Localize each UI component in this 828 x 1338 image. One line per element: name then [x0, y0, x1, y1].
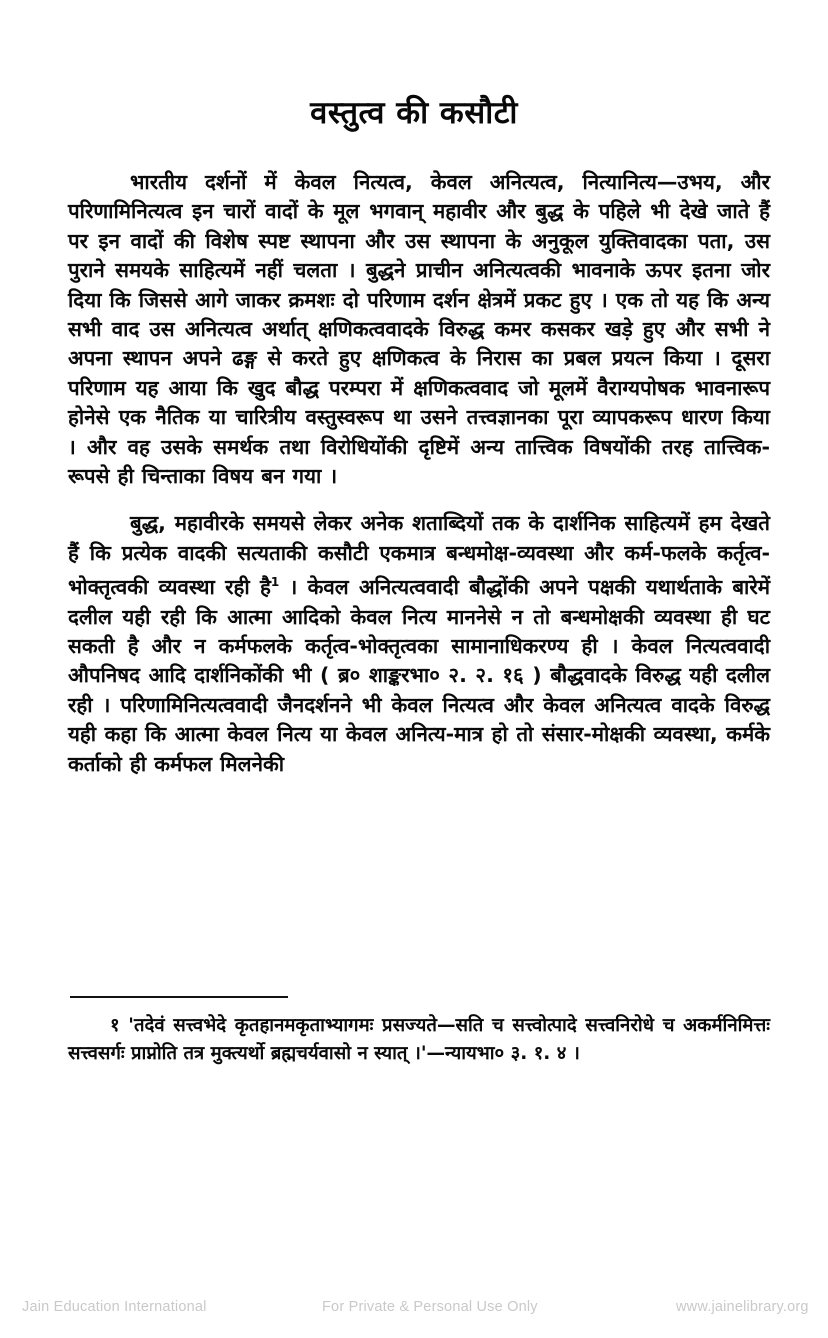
footnote-marker: १: [110, 1015, 120, 1036]
footer-website-link[interactable]: www.jainelibrary.org: [676, 1299, 809, 1315]
footnote-entry-1: [68, 1012, 770, 1068]
page-title: वस्तुत्व की कसौटी: [310, 94, 518, 131]
body-text-block: [68, 168, 770, 779]
footer-publisher-label: Jain Education International: [22, 1299, 207, 1315]
paragraph-2-text-before-footnote: बुद्ध, महावीरके समयसे लेकर अनेक शताब्दियों तक के दार्शनिक साहित्यमें हम देखते हैं कि प्रत्येक वादकी सत्यताकी कसौटी एकमात्र बन्धमोक्ष-व्यवस्था और कर्म-फलके कर्तृत्व-भोक्तृत्वकी व्यवस्था रही है: [68, 511, 770, 600]
paragraph-2-text-after-footnote: । केवल अनित्यत्ववादी बौद्धोंकी अपने पक्षकी यथार्थताके बारेमें दलील यही रही कि आत्मा आदिको केवल नित्य माननेसे न तो बन्धमोक्षकी व्यवस्था ही घट सकती है और न कर्मफलके कर्तृत्व-भोक्तृत्वका सामानाधिकरण्य ही । केवल नित्यत्ववादी औपनिषद आदि दार्शनिकोंकी भी ( ब्र० शाङ्करभा० २. २. १६ ) बौद्धवादके विरुद्ध यही दलील रही । परिणामिनित्यत्ववादी जैनदर्शनने भी केवल नित्यत्व और केवल अनित्यत्व वादके विरुद्ध यही कहा कि आत्मा केवल नित्य या केवल अनित्य-मात्र हो तो संसार-मोक्षकी व्यवस्था, कर्मके कर्ताको ही कर्मफल मिलनेकी: [68, 575, 770, 776]
paragraph-1: भारतीय दर्शनों में केवल नित्यत्व, केवल अनित्यत्व, नित्यानित्य—उभय, और परिणामिनित्यत्व इन चारों वादों के मूल भगवान् महावीर और बुद्ध के पहिले भी देखे जाते हैं पर इन वादों की विशेष स्पष्ट स्थापना और उस स्थापना के अनुकूल युक्तिवादका पता, उस पुराने समयके साहित्यमें नहीं चलता । बुद्धने प्राचीन अनित्यत्वकी भावनाके ऊपर इतना जोर दिया कि जिससे आगे जाकर क्रमशः दो परिणाम दर्शन क्षेत्रमें प्रकट हुए । एक तो यह कि अन्य सभी वाद उस अनित्यत्व अर्थात् क्षणिकत्ववादके विरुद्ध कमर कसकर खड़े हुए और सभी ने अपना स्थापन अपने ढङ्ग से करते हुए क्षणिकत्व के निरास का प्रबल प्रयत्न किया । दूसरा परिणाम यह आया कि खुद बौद्ध परम्परा में क्षणिकत्ववाद जो मूलमें वैराग्यपोषक भावनारूप होनेसे एक नैतिक या चारित्रीय वस्तुस्वरूप था उसने तत्त्वज्ञानका पूरा व्यापकरूप धारण किया । और वह उसके समर्थक तथा विरोधियोंकी दृष्टिमें अन्य तात्त्विक विषयोंकी तरह तात्त्विक-रूपसे ही चिन्ताका विषय बन गया ।: [68, 170, 770, 489]
page-footer: [0, 1290, 828, 1324]
footnote-separator-rule: [70, 996, 288, 998]
footnote-text: 'तदेवं सत्त्वभेदे कृतहानमकृताभ्यागमः प्रसज्यते—सति च सत्त्वोत्पादे सत्त्वनिरोधे च अकर्मनिमित्तः सत्त्वसर्गः प्राप्नोति तत्र मुक्त्यर्थो ब्रह्मचर्यवासो न स्यात् ।'—न्यायभा० ३. १. ४ ।: [68, 1015, 770, 1064]
footer-usage-notice: For Private & Personal Use Only: [322, 1299, 538, 1315]
paragraph-2: [68, 509, 770, 778]
footnote-reference-marker[interactable]: 1: [270, 575, 280, 590]
